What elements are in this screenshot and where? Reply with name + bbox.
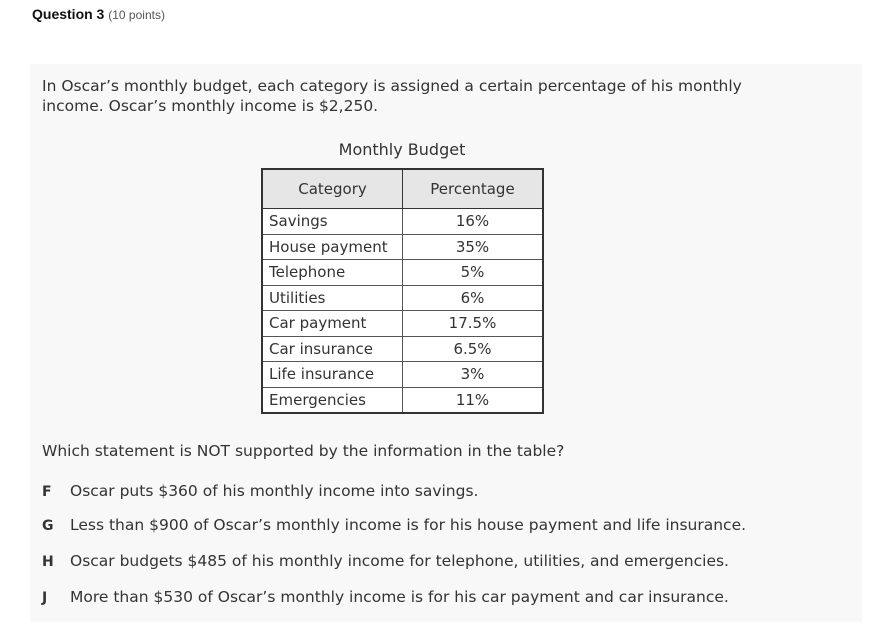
percentage-cell: 35% xyxy=(403,234,544,260)
intro-text: In Oscar’s monthly budget, each category is assigned a certain percentage of his monthly income. Oscar’s monthly income is $2,250. xyxy=(42,77,742,115)
percentage-cell: 17.5% xyxy=(403,311,544,337)
category-cell: Life insurance xyxy=(262,362,403,388)
option-letter: J xyxy=(42,590,48,606)
option-letter: F xyxy=(42,484,52,500)
question-points: (10 points) xyxy=(108,8,165,22)
table-row xyxy=(262,362,543,388)
percentage-cell: 3% xyxy=(403,362,544,388)
percentage-cell: 6% xyxy=(403,285,544,311)
category-cell: Car insurance xyxy=(262,336,403,362)
column-header-category: Category xyxy=(262,169,403,209)
option-text: Oscar budgets $485 of his monthly income for telephone, utilities, and emergencies. xyxy=(70,552,729,570)
table-row xyxy=(262,260,543,286)
question-title: Question 3 xyxy=(32,6,105,22)
column-header-percentage: Percentage xyxy=(403,169,544,209)
table-row xyxy=(262,336,543,362)
answer-option-j[interactable] xyxy=(42,588,729,606)
question-header xyxy=(32,6,165,22)
option-text: Oscar puts $360 of his monthly income into savings. xyxy=(70,482,479,500)
option-text: More than $530 of Oscar’s monthly income is for his car payment and car insurance. xyxy=(70,588,729,606)
table-row xyxy=(262,387,543,413)
table-title: Monthly Budget xyxy=(338,140,466,159)
category-cell: Emergencies xyxy=(262,387,403,413)
budget-table xyxy=(261,168,544,414)
answer-option-f[interactable] xyxy=(42,482,478,500)
answer-option-g[interactable] xyxy=(42,516,746,534)
table-header-row xyxy=(262,169,543,209)
category-cell: Telephone xyxy=(262,260,403,286)
answer-option-h[interactable] xyxy=(42,552,729,570)
option-text: Less than $900 of Oscar’s monthly income is for his house payment and life insurance. xyxy=(70,516,747,534)
percentage-cell: 5% xyxy=(403,260,544,286)
table-row xyxy=(262,311,543,337)
category-cell: House payment xyxy=(262,234,403,260)
category-cell: Utilities xyxy=(262,285,403,311)
percentage-cell: 11% xyxy=(403,387,544,413)
category-cell: Savings xyxy=(262,209,403,235)
table-row xyxy=(262,234,543,260)
percentage-cell: 16% xyxy=(403,209,544,235)
category-cell: Car payment xyxy=(262,311,403,337)
table-row xyxy=(262,285,543,311)
option-letter: H xyxy=(42,554,54,570)
option-letter: G xyxy=(42,518,54,534)
question-prompt: Which statement is NOT supported by the information in the table? xyxy=(42,442,565,460)
table-row xyxy=(262,209,543,235)
percentage-cell: 6.5% xyxy=(403,336,544,362)
